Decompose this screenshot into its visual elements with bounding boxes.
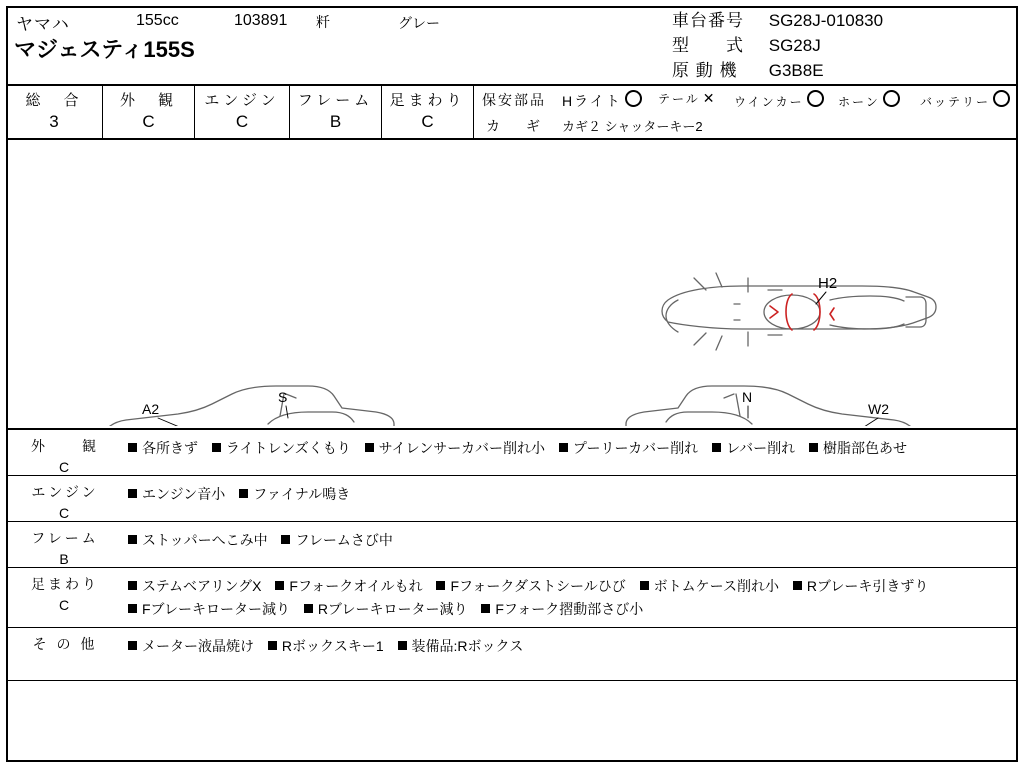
note-label-other: そ の 他 bbox=[32, 636, 98, 652]
note-item bbox=[559, 440, 698, 456]
note-item bbox=[128, 440, 198, 456]
square-bullet-icon bbox=[793, 581, 802, 590]
type-label: 型 式 bbox=[672, 36, 744, 55]
safety-part-taillight-label: テール bbox=[658, 92, 700, 106]
circle-icon bbox=[625, 90, 642, 107]
note-label-suspension: 足まわり bbox=[31, 576, 99, 592]
type-value: SG28J bbox=[768, 36, 821, 55]
grade-label-engine: エンジン bbox=[204, 92, 280, 109]
note-item-text: エンジン音小 bbox=[142, 486, 226, 502]
note-item-text: 装備品:Rボックス bbox=[411, 638, 524, 654]
grade-cell-total bbox=[6, 86, 103, 138]
note-item-text: メーター液晶焼け bbox=[142, 638, 254, 654]
note-item-text: Fフォークダストシールひび bbox=[450, 578, 626, 594]
square-bullet-icon bbox=[398, 641, 407, 650]
key-value: カギ２ シャッターキー2 bbox=[562, 119, 703, 134]
safety-parts-title: 保安部品 bbox=[482, 92, 546, 108]
maker-name: ヤマハ bbox=[16, 15, 70, 34]
note-item-text: 樹脂部色あせ bbox=[823, 440, 907, 456]
note-item bbox=[640, 578, 779, 594]
note-item-text: Rブレーキローター減り bbox=[317, 601, 468, 617]
cross-icon: ✕ bbox=[702, 90, 715, 106]
square-bullet-icon bbox=[128, 443, 137, 452]
frame-no-label: 車台番号 bbox=[672, 11, 744, 30]
grade-cell-suspension bbox=[382, 86, 474, 138]
note-item-text: プーリーカバー削れ bbox=[572, 440, 699, 456]
square-bullet-icon bbox=[128, 489, 137, 498]
note-body-exterior bbox=[124, 430, 1018, 475]
note-item bbox=[712, 440, 795, 456]
note-item bbox=[481, 601, 643, 617]
grade-value-frame: B bbox=[329, 112, 342, 131]
square-bullet-icon bbox=[436, 581, 445, 590]
note-item bbox=[281, 532, 392, 548]
note-item bbox=[239, 486, 350, 502]
note-body-other bbox=[124, 628, 1018, 680]
note-head-blank bbox=[6, 681, 124, 729]
safety-part-headlight bbox=[562, 90, 642, 111]
diagram-label-h2: H2 bbox=[818, 275, 838, 292]
note-item-text: Fフォークオイルもれ bbox=[289, 578, 423, 594]
safety-part-horn-label: ホーン bbox=[838, 95, 880, 109]
square-bullet-icon bbox=[128, 604, 137, 613]
grade-band bbox=[6, 86, 1018, 140]
safety-part-taillight bbox=[658, 90, 715, 107]
square-bullet-icon bbox=[304, 604, 313, 613]
note-body-blank bbox=[124, 681, 1018, 729]
safety-part-winker-label: ウインカー bbox=[734, 95, 804, 109]
note-item-text: サイレンサーカバー削れ小 bbox=[378, 440, 545, 456]
square-bullet-icon bbox=[559, 443, 568, 452]
damage-diagram bbox=[6, 140, 1018, 430]
frame-no-value: SG28J-010830 bbox=[768, 11, 884, 30]
circle-icon bbox=[807, 90, 824, 107]
note-grade-frame: B bbox=[59, 551, 71, 567]
note-item-text: Fブレーキローター減り bbox=[142, 601, 290, 617]
note-grade-exterior: C bbox=[58, 459, 72, 475]
note-item bbox=[128, 532, 268, 548]
note-item-text: ライトレンズくもり bbox=[225, 440, 351, 456]
square-bullet-icon bbox=[481, 604, 490, 613]
note-item bbox=[436, 578, 625, 594]
note-item-text: フレームさび中 bbox=[295, 532, 393, 548]
type-row bbox=[672, 33, 883, 58]
note-row bbox=[6, 522, 1018, 568]
square-bullet-icon bbox=[275, 581, 284, 590]
diagram-label-n: N bbox=[742, 389, 753, 405]
note-item-text: 各所きず bbox=[142, 440, 198, 456]
safety-parts-cell bbox=[474, 86, 1018, 138]
sheet-inner bbox=[6, 6, 1018, 762]
engine-row bbox=[672, 58, 883, 83]
grade-label-frame: フレーム bbox=[297, 92, 374, 109]
engine-label: 原 動 機 bbox=[672, 61, 738, 80]
top-view-damage-marks bbox=[770, 294, 834, 330]
note-head-suspension bbox=[6, 568, 124, 627]
displacement: 155cc bbox=[136, 12, 179, 29]
note-row bbox=[6, 568, 1018, 628]
note-item bbox=[128, 601, 290, 617]
note-body-frame bbox=[124, 522, 1018, 567]
grade-cell-frame bbox=[290, 86, 382, 138]
safety-part-battery bbox=[920, 90, 1010, 110]
note-item bbox=[275, 578, 422, 594]
note-item bbox=[128, 578, 262, 594]
safety-parts-row bbox=[474, 86, 1018, 112]
square-bullet-icon bbox=[281, 535, 290, 544]
grade-value-total: 3 bbox=[49, 112, 59, 131]
note-item bbox=[809, 440, 907, 456]
top-view-drawing bbox=[662, 273, 936, 350]
note-item-text: Fフォーク摺動部さび小 bbox=[495, 601, 644, 617]
square-bullet-icon bbox=[268, 641, 277, 650]
note-head-other bbox=[6, 628, 124, 680]
note-item-text: レバー削れ bbox=[726, 440, 796, 456]
vehicle-identity-block bbox=[672, 8, 883, 83]
square-bullet-icon bbox=[365, 443, 374, 452]
square-bullet-icon bbox=[239, 489, 248, 498]
diagram-label-w2-r: W2 bbox=[868, 401, 889, 417]
note-item bbox=[304, 601, 468, 617]
note-item bbox=[128, 486, 225, 502]
grade-value-exterior: C bbox=[142, 112, 155, 131]
square-bullet-icon bbox=[128, 581, 137, 590]
note-item bbox=[212, 440, 351, 456]
note-item bbox=[268, 638, 384, 654]
note-label-exterior: 外 観 bbox=[31, 438, 99, 454]
note-grade-engine: C bbox=[58, 505, 72, 521]
note-item-text: ストッパーへこみ中 bbox=[142, 532, 268, 548]
note-row-blank bbox=[6, 681, 1018, 729]
key-row bbox=[474, 112, 1018, 136]
body-color: グレー bbox=[398, 15, 440, 31]
note-body-suspension bbox=[124, 568, 1018, 627]
note-item-text: ステムベアリングX bbox=[142, 578, 262, 594]
note-item bbox=[128, 638, 254, 654]
note-body-engine bbox=[124, 476, 1018, 521]
sheet-header bbox=[6, 6, 1018, 86]
circle-icon bbox=[883, 90, 900, 107]
square-bullet-icon bbox=[640, 581, 649, 590]
square-bullet-icon bbox=[128, 535, 137, 544]
note-grade-suspension: C bbox=[58, 597, 72, 613]
engine-value: G3B8E bbox=[768, 61, 824, 80]
note-item bbox=[365, 440, 545, 456]
condition-notes-table bbox=[6, 430, 1018, 729]
grade-label-exterior: 外 観 bbox=[119, 92, 177, 109]
safety-part-horn bbox=[838, 90, 900, 110]
frame-no-row bbox=[672, 8, 883, 33]
grade-value-suspension: C bbox=[421, 112, 434, 131]
square-bullet-icon bbox=[712, 443, 721, 452]
square-bullet-icon bbox=[809, 443, 818, 452]
grade-cell-exterior bbox=[103, 86, 195, 138]
note-row bbox=[6, 430, 1018, 476]
mileage-value: 103891 bbox=[234, 12, 288, 29]
key-label: カ ギ bbox=[486, 118, 546, 134]
note-item-text: Rボックスキー1 bbox=[281, 638, 384, 654]
diagram-label-a2-top: A2 bbox=[142, 401, 160, 417]
safety-part-headlight-label: Hライト bbox=[562, 93, 622, 109]
note-row bbox=[6, 628, 1018, 681]
note-label-engine: エンジン bbox=[31, 484, 99, 500]
note-item-text: Rブレーキ引きずり bbox=[806, 578, 929, 594]
diagram-label-s: S bbox=[278, 389, 288, 405]
mileage-unit: 粁 bbox=[316, 14, 330, 30]
grade-label-total: 総 合 bbox=[25, 92, 83, 109]
note-head-exterior bbox=[6, 430, 124, 475]
model-name: マジェスティ155S bbox=[14, 37, 195, 62]
square-bullet-icon bbox=[128, 641, 137, 650]
note-item-text: ファイナル鳴き bbox=[253, 486, 351, 502]
damage-diagram-svg bbox=[6, 140, 1014, 426]
safety-part-battery-label: バッテリー bbox=[920, 95, 991, 109]
square-bullet-icon bbox=[212, 443, 221, 452]
note-item bbox=[398, 638, 524, 654]
note-row bbox=[6, 476, 1018, 522]
circle-icon bbox=[993, 90, 1010, 107]
safety-part-winker bbox=[734, 90, 824, 110]
note-item-text: ボトムケース削れ小 bbox=[653, 578, 779, 594]
grade-cell-engine bbox=[195, 86, 290, 138]
left-side-view-drawing bbox=[96, 386, 394, 426]
note-item bbox=[793, 578, 929, 594]
note-label-frame: フレーム bbox=[31, 530, 99, 546]
grade-label-suspension: 足まわり bbox=[389, 92, 466, 109]
note-head-frame bbox=[6, 522, 124, 567]
note-head-engine bbox=[6, 476, 124, 521]
grade-value-engine: C bbox=[235, 112, 249, 131]
